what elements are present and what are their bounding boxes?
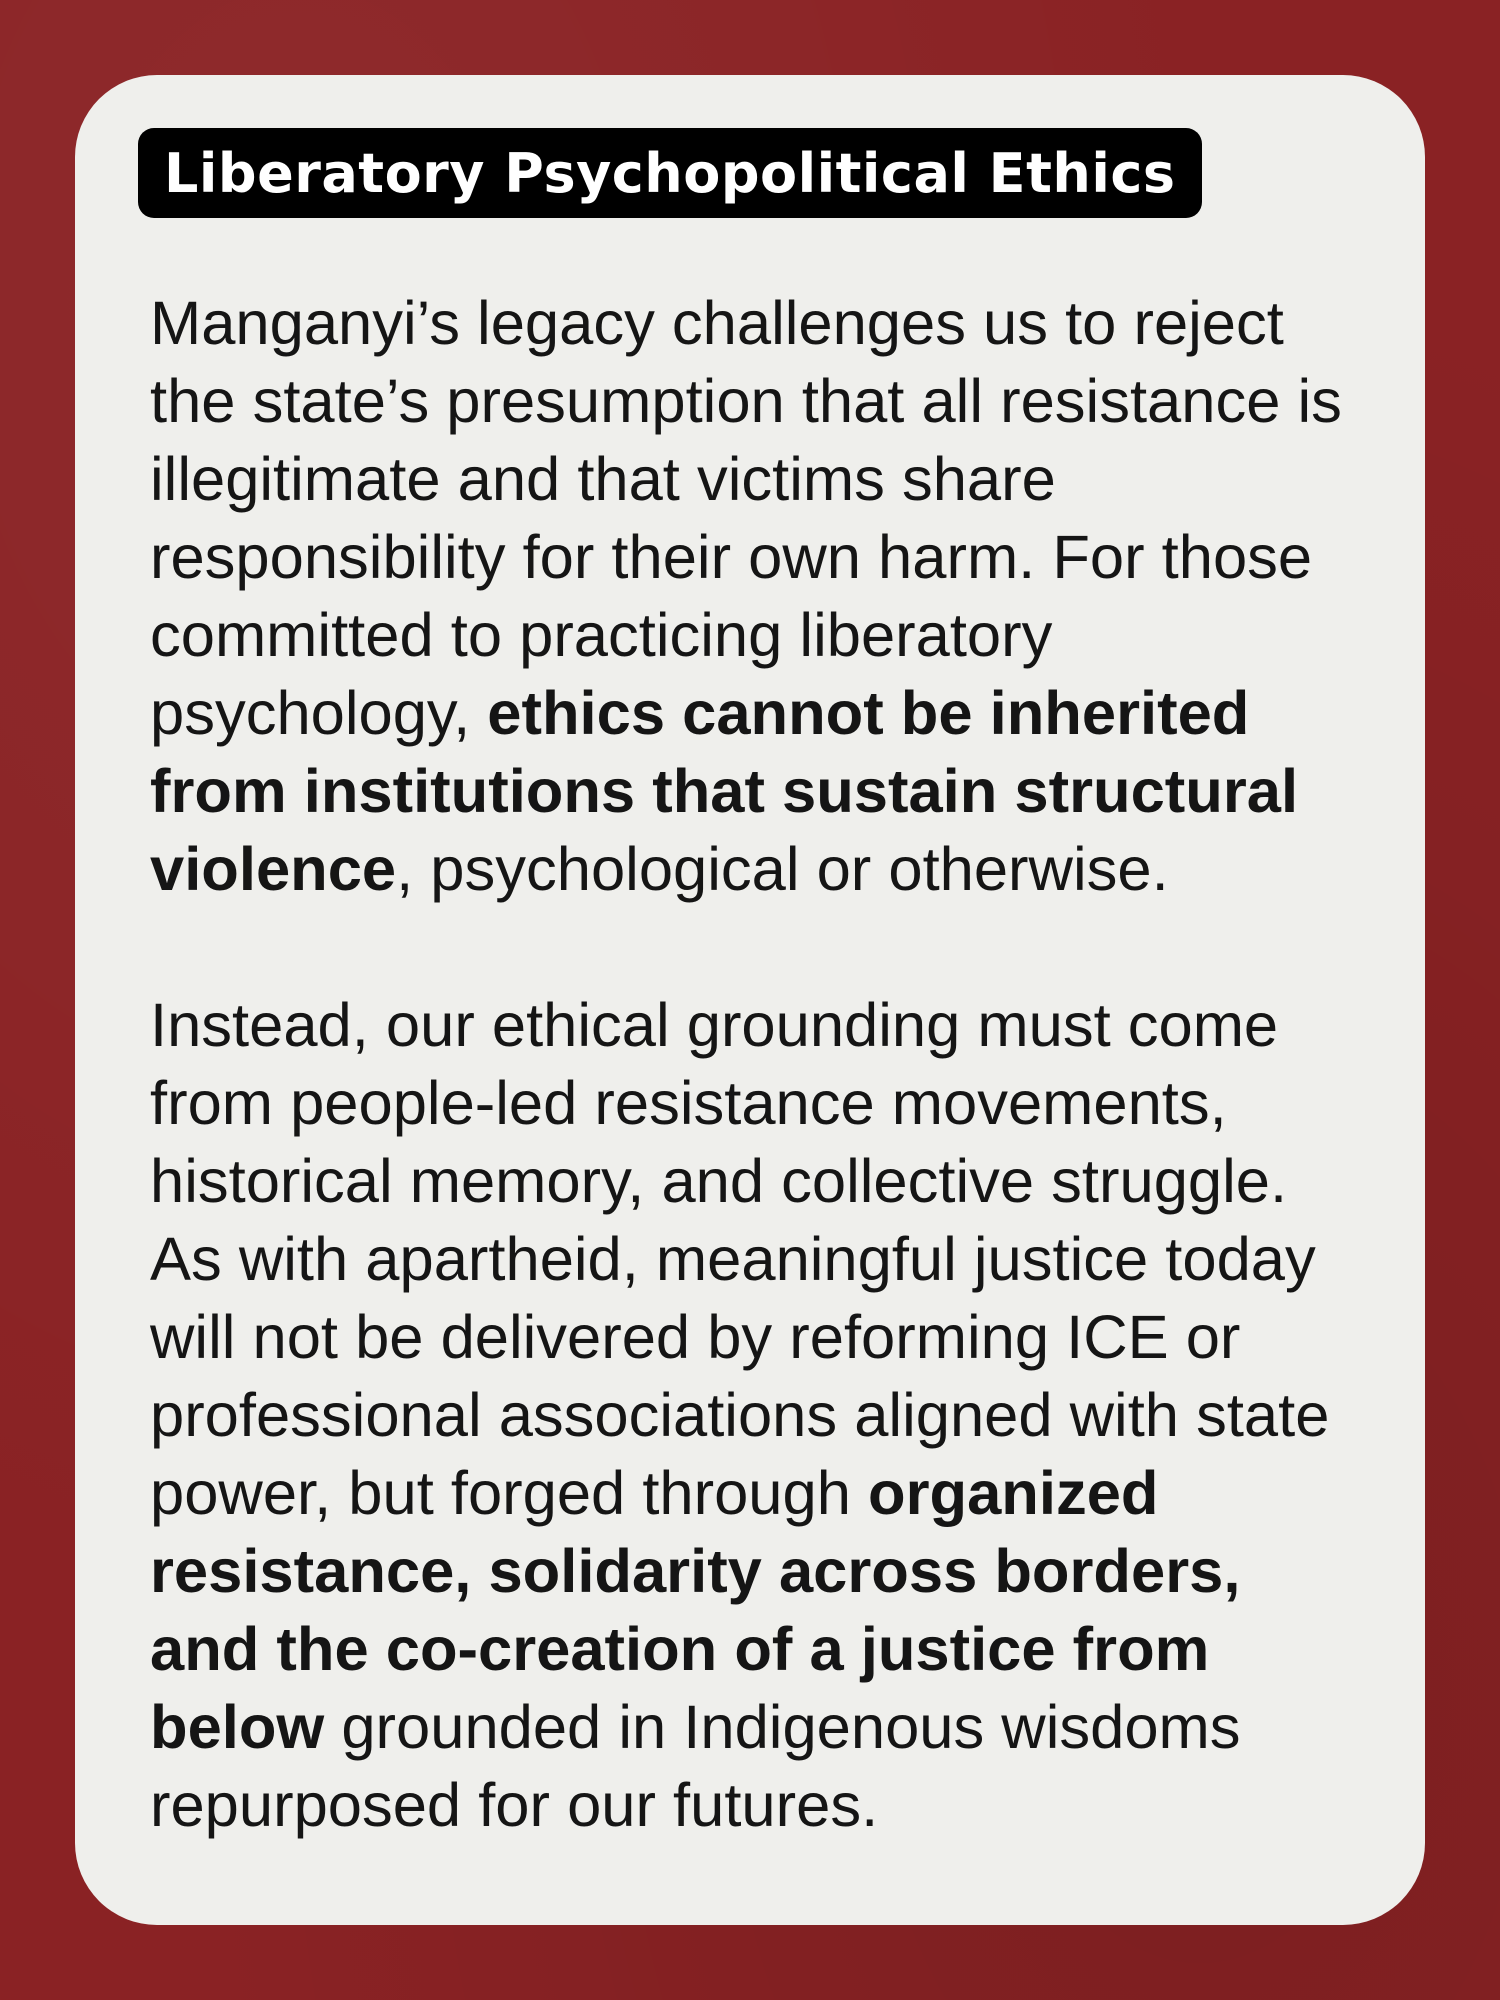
paragraph-1-text: Manganyi’s legacy challenges us to reject the state’s presumption that all resistance is illegitimate and that victims share responsibility for their own harm. For those committed to practicing liberatory psychology, (150, 289, 1342, 748)
paragraph-1-tail: , psychological or otherwise. (396, 835, 1169, 904)
title-banner (138, 128, 1202, 218)
paragraph-2-tail: grounded in Indigenous wisdoms repurposed for our futures. (150, 1693, 1241, 1840)
paragraph-2 (150, 987, 1365, 1845)
page-title: Liberatory Psychopolitical Ethics (164, 141, 1176, 205)
paragraph-2-text: Instead, our ethical grounding must come from people-led resistance movements, historical memory, and collective struggle. As with apartheid, meaningful justice today will not be delivered by reforming ICE or professional associations aligned with state power, but forged through (150, 991, 1330, 1528)
paragraph-1-emphasis: ethics cannot be inherited from institutions that sustain structural violence (150, 679, 1299, 904)
paragraph-2-emphasis: organized resistance, solidarity across borders, and the co-creation of a justice from below (150, 1459, 1241, 1762)
paragraph-1 (150, 285, 1365, 909)
content-card (75, 75, 1425, 1925)
body-copy (150, 285, 1365, 1845)
